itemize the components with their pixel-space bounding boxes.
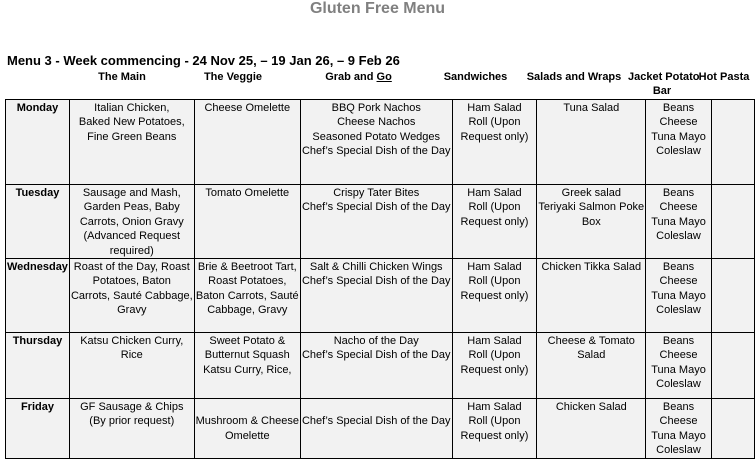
cell-line <box>302 400 451 414</box>
cell-veggie <box>194 399 300 459</box>
cell-sandwiches <box>452 185 537 259</box>
cell-line: required) <box>109 244 154 257</box>
day-label: Wednesday <box>6 259 70 333</box>
column-header-jacket-potato: Jacket Potato Bar <box>628 71 700 97</box>
cell-line: Cheese <box>659 349 698 362</box>
cell-sandwiches <box>452 399 537 459</box>
cell-line: Butternut Squash <box>204 349 290 362</box>
cell-line: Chicken Tikka Salad <box>541 261 642 274</box>
cell-veggie <box>194 100 300 185</box>
cell-line: Sweet Potato & <box>209 335 286 348</box>
column-header-main: The Main <box>98 71 146 83</box>
cell-line: Baked New Potatoes, <box>78 116 185 129</box>
cell-line: Roll (Upon <box>468 116 521 129</box>
cell-line: Garden Peas, Baby <box>83 201 180 214</box>
cell-hot-pasta <box>711 333 754 399</box>
grab-go: Go <box>376 71 392 83</box>
cell-salads <box>537 259 646 333</box>
cell-line: Coleslaw <box>656 304 701 317</box>
page-title: Gluten Free Menu <box>309 0 446 17</box>
day-label: Tuesday <box>6 185 70 259</box>
cell-line: Ham Salad <box>467 102 522 114</box>
cell-line: Chicken Salad <box>555 401 627 414</box>
cell-line: Chef’s Special Dish of the Day <box>301 201 451 214</box>
cell-line: Tuna Salad <box>563 102 620 114</box>
day-label: Monday <box>6 100 70 185</box>
cell-line: Carrots, Onion Gravy <box>79 215 184 228</box>
cell-salads <box>537 100 646 185</box>
cell-line: Seasoned Potato Wedges <box>312 130 441 143</box>
menu-row-monday <box>6 100 755 185</box>
cell-line: Potatoes, Baton <box>92 275 171 288</box>
cell-line: Cheese Omelette <box>204 102 291 114</box>
cell-line: Roll (Upon <box>468 201 521 214</box>
cell-line: Chef’s Special Dish of the Day <box>301 349 451 362</box>
cell-line <box>196 400 299 414</box>
cell-line: Cheese <box>659 201 698 214</box>
cell-line: BBQ Pork Nachos <box>331 102 421 114</box>
cell-main <box>69 185 194 259</box>
cell-line: Rice <box>120 349 143 362</box>
cell-line: Omelette <box>224 429 270 442</box>
cell-line: Beans <box>662 187 695 199</box>
cell-line: Coleslaw <box>656 444 701 457</box>
cell-sandwiches <box>452 333 537 399</box>
cell-hot-pasta <box>711 185 754 259</box>
cell-grab <box>300 259 452 333</box>
cell-line: Beans <box>662 102 695 114</box>
column-header-salads: Salads and Wraps <box>526 71 622 83</box>
cell-line: Request only) <box>460 363 529 376</box>
column-header-grab-and-go <box>286 70 431 84</box>
cell-grab <box>300 333 452 399</box>
menu-row-thursday <box>6 333 755 399</box>
cell-main <box>69 333 194 399</box>
cell-line: Request only) <box>460 429 529 442</box>
cell-line: Cheese <box>659 275 698 288</box>
cell-line: Cheese Nachos <box>337 116 416 129</box>
cell-line: Tomato Omelette <box>205 187 290 199</box>
menu-row-friday <box>6 399 755 459</box>
column-header-veggie: The Veggie <box>203 71 263 83</box>
menu-subtitle: Menu 3 - Week commencing - 24 Nov 25, – 19 Jan 26, – 9 Feb 26 <box>7 53 400 68</box>
cell-line: Beans <box>662 335 695 348</box>
cell-jacket <box>646 259 712 333</box>
cell-line: Sausage and Mash, <box>82 187 181 199</box>
cell-main <box>69 100 194 185</box>
cell-line: Request only) <box>460 215 529 228</box>
cell-line: Ham Salad <box>467 187 522 199</box>
cell-line: Roast of the Day, Roast <box>73 261 190 274</box>
cell-line: Mushroom & Cheese <box>195 415 299 428</box>
cell-hot-pasta <box>711 259 754 333</box>
cell-line: (By prior request) <box>89 415 175 428</box>
cell-line: Greek salad <box>561 187 621 199</box>
cell-line: Ham Salad <box>467 401 522 414</box>
grab-prefix: Grab and <box>325 71 377 83</box>
cell-line: Request only) <box>460 289 529 302</box>
cell-salads <box>537 333 646 399</box>
cell-main <box>69 399 194 459</box>
cell-salads <box>537 185 646 259</box>
cell-line: Beans <box>662 401 695 414</box>
cell-line: Cheese <box>659 415 698 428</box>
cell-line: Tuna Mayo <box>651 289 706 302</box>
cell-line: Roll (Upon <box>468 415 521 428</box>
cell-line: Beans <box>662 261 695 274</box>
cell-line: Salad <box>577 349 606 362</box>
cell-grab <box>300 399 452 459</box>
cell-line: Chef’s Special Dish of the Day <box>301 275 451 288</box>
cell-line: Roast Potatoes, <box>208 275 287 288</box>
cell-sandwiches <box>452 100 537 185</box>
cell-line: Chef’s Special Dish of the Day <box>301 145 451 158</box>
cell-veggie <box>194 185 300 259</box>
cell-line: (Advanced Request <box>83 230 181 243</box>
cell-line: GF Sausage & Chips <box>80 401 184 414</box>
cell-line: Tuna Mayo <box>651 130 706 143</box>
cell-grab <box>300 100 452 185</box>
cell-line: Ham Salad <box>467 335 522 348</box>
cell-jacket <box>646 333 712 399</box>
cell-jacket <box>646 100 712 185</box>
cell-line: Teriyaki Salmon Poke <box>538 201 645 214</box>
cell-hot-pasta <box>711 100 754 185</box>
cell-line: Box <box>581 215 601 228</box>
cell-line: Fine Green Beans <box>87 130 177 143</box>
cell-jacket <box>646 185 712 259</box>
cell-line: Tuna Mayo <box>651 215 706 228</box>
cell-salads <box>537 399 646 459</box>
cell-veggie <box>194 259 300 333</box>
cell-line: Crispy Tater Bites <box>333 187 420 199</box>
cell-line: Request only) <box>460 130 529 143</box>
cell-veggie <box>194 333 300 399</box>
cell-line: Carrots, Sauté Cabbage, <box>70 289 193 302</box>
cell-line: Cheese <box>659 116 698 129</box>
cell-line: Chef’s Special Dish of the Day <box>301 415 451 428</box>
cell-line: Gravy <box>117 304 147 317</box>
cell-line: Cabbage, Gravy <box>207 304 288 317</box>
cell-line: Roll (Upon <box>468 349 521 362</box>
cell-line: Baton Carrots, Sauté <box>195 289 299 302</box>
cell-line: Coleslaw <box>656 145 701 158</box>
cell-line: Brie & Beetroot Tart, <box>197 261 297 274</box>
cell-grab <box>300 185 452 259</box>
cell-line: Coleslaw <box>656 230 701 243</box>
day-label: Thursday <box>6 333 70 399</box>
menu-table <box>5 99 755 459</box>
cell-line: Tuna Mayo <box>651 429 706 442</box>
cell-line: Italian Chicken, <box>94 102 170 114</box>
cell-jacket <box>646 399 712 459</box>
cell-line: Nacho of the Day <box>333 335 419 348</box>
column-header-hot-pasta: Hot Pasta <box>698 71 750 83</box>
cell-line: Tuna Mayo <box>651 363 706 376</box>
cell-line: Salt & Chilli Chicken Wings <box>309 261 443 274</box>
cell-line: Coleslaw <box>656 378 701 391</box>
cell-hot-pasta <box>711 399 754 459</box>
cell-main <box>69 259 194 333</box>
cell-line: Katsu Chicken Curry, <box>80 335 184 348</box>
menu-row-tuesday <box>6 185 755 259</box>
column-header-sandwiches: Sandwiches <box>443 71 508 83</box>
cell-line: Katsu Curry, Rice, <box>203 363 292 376</box>
cell-line: Roll (Upon <box>468 275 521 288</box>
cell-line: Ham Salad <box>467 261 522 274</box>
day-label: Friday <box>6 399 70 459</box>
cell-line: Cheese & Tomato <box>547 335 635 348</box>
cell-sandwiches <box>452 259 537 333</box>
menu-row-wednesday <box>6 259 755 333</box>
